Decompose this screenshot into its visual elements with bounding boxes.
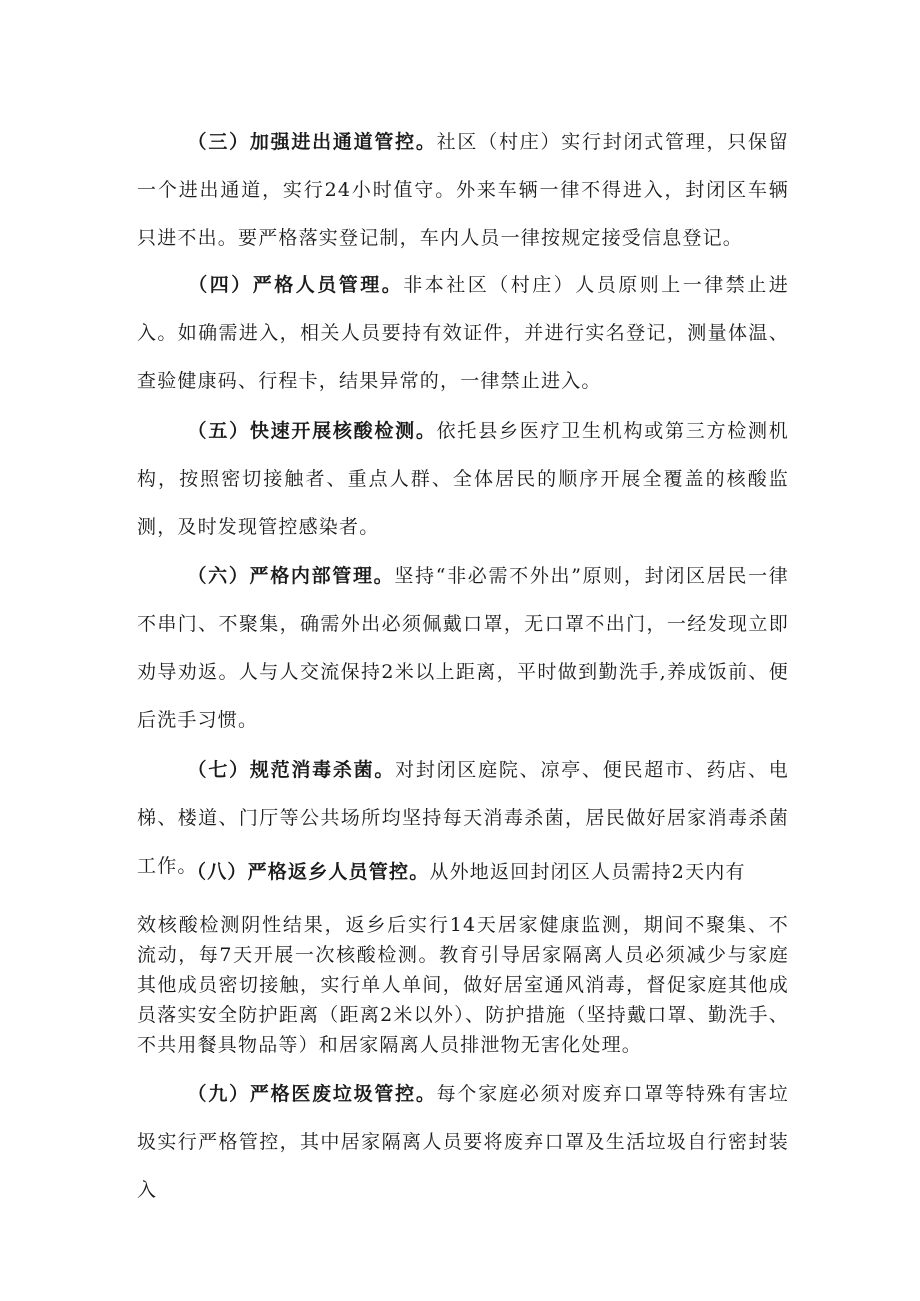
- paragraph-6-heading: （六）严格内部管理。: [187, 565, 395, 587]
- paragraph-8: [137, 910, 789, 1060]
- paragraph-9-body: 每个家庭必须对废弃口罩等特殊有害垃圾实行严格管控，其中居家隔离人员要将废弃口罩及生活垃圾自行密封装入: [137, 1083, 790, 1201]
- paragraph-5-body: 依托县乡医疗卫生机构或第三方检测机构，按照密切接触者、重点人群、全体居民的顺序开展全覆盖的核酸监测，及时发现管控感染者。: [137, 420, 790, 538]
- paragraph-4: [137, 261, 789, 405]
- paragraph-7-body: 对封闭区庭院、凉亭、便民超市、药店、电梯、楼道、门厅等公共场所均坚持每天消毒杀菌，居民做好居家消毒杀菌工作。: [137, 759, 789, 877]
- paragraph-3-body: 社区（村庄）实行封闭式管理，只保留一个进出通道，实行24小时值守。外来车辆一律不得进入，封闭区车辆只进不出。要严格落实登记制，车内人员一律按规定接受信息登记。: [137, 131, 790, 249]
- paragraph-5-heading: （五）快速开展核酸检测。: [187, 420, 437, 442]
- paragraph-6: [137, 552, 789, 744]
- paragraph-5: [137, 407, 789, 551]
- paragraph-8-body-first: 从外地返回封闭区人员需持2天内有: [429, 861, 746, 883]
- paragraph-8-heading: （八）严格返乡人员管控。: [187, 861, 430, 883]
- paragraph-4-heading: （四）严格人员管理。: [187, 274, 404, 296]
- paragraph-8-first-line: [137, 850, 789, 894]
- paragraph-8-body: 效核酸检测阴性结果，返乡后实行14天居家健康监测，期间不聚集、不流动，每7天开展一次核酸检测。教育引导居家隔离人员必须减少与家庭其他成员密切接触，实行单人单间，做好居室通风消毒，督促家庭其他成员落实安全防护距离（距离2米以外）、防护措施（坚持戴口罩、勤洗手、不共用餐具物品等）和居家隔离人员排泄物无害化处理。: [137, 914, 789, 1056]
- paragraph-9: [137, 1070, 789, 1214]
- paragraph-6-body: 坚持“非必需不外出”原则，封闭区居民一律不串门、不聚集，确需外出必须佩戴口罩，无口罩不出门，一经发现立即劝导劝返。人与人交流保持2米以上距离，平时做到勤洗手,养成饭前、便后洗手习惯。: [137, 565, 789, 731]
- paragraph-4-body: 非本社区（村庄）人员原则上一律禁止进入。如确需进入，相关人员要持有效证件，并进行实名登记，测量体温、查验健康码、行程卡，结果异常的，一律禁止进入。: [137, 274, 789, 392]
- paragraph-9-heading: （九）严格医废垃圾管控。: [187, 1083, 437, 1105]
- paragraph-3: [137, 118, 789, 262]
- paragraph-3-heading: （三）加强进出通道管控。: [187, 131, 437, 153]
- paragraph-7-heading: （七）规范消毒杀菌。: [187, 759, 396, 781]
